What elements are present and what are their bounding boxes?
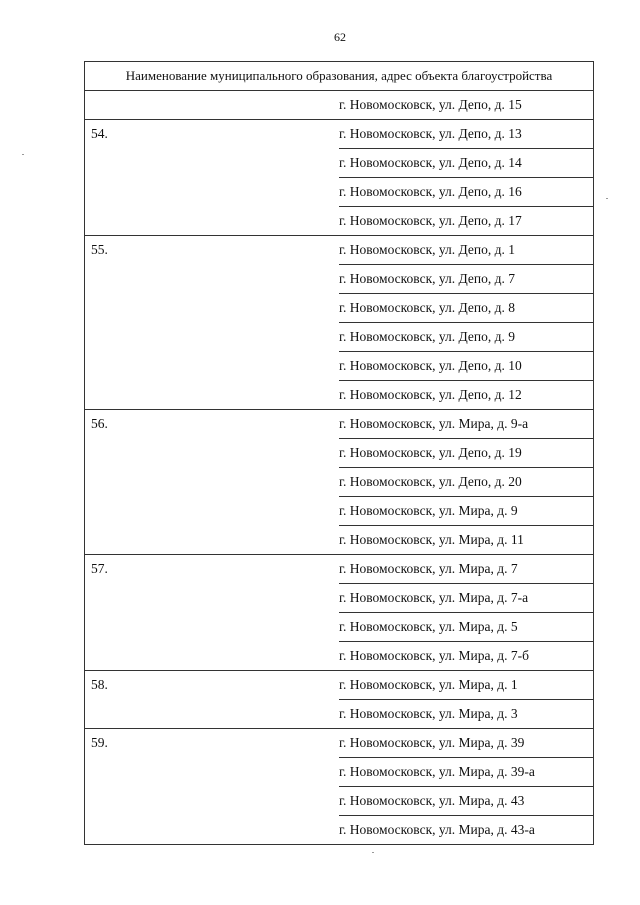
- table-row: [85, 816, 594, 845]
- address-cell: г. Новомосковск, ул. Мира, д. 7: [339, 555, 594, 584]
- table-row: [85, 700, 594, 729]
- address-cell: г. Новомосковск, ул. Депо, д. 19: [339, 439, 594, 468]
- address-cell: г. Новомосковск, ул. Депо, д. 13: [339, 120, 594, 149]
- item-number-cell: [85, 91, 340, 120]
- table-row: [85, 729, 594, 758]
- table-header-row: [85, 62, 594, 91]
- item-number: 59.: [91, 735, 108, 751]
- table-row: [85, 294, 594, 323]
- item-number-cell: [85, 439, 340, 468]
- item-number-cell: [85, 265, 340, 294]
- table-row: [85, 642, 594, 671]
- address-cell: г. Новомосковск, ул. Мира, д. 11: [339, 526, 594, 555]
- page-number: 62: [334, 30, 346, 44]
- item-number-cell: [85, 758, 340, 787]
- address-cell: г. Новомосковск, ул. Депо, д. 15: [339, 91, 594, 120]
- item-number-cell: [85, 526, 340, 555]
- address-cell: г. Новомосковск, ул. Депо, д. 20: [339, 468, 594, 497]
- item-number-cell: [85, 642, 340, 671]
- item-number-cell: [85, 700, 340, 729]
- address-cell: г. Новомосковск, ул. Депо, д. 1: [339, 236, 594, 265]
- address-cell: г. Новомосковск, ул. Депо, д. 17: [339, 207, 594, 236]
- table-row: [85, 381, 594, 410]
- table-row: [85, 584, 594, 613]
- item-number-cell: [85, 584, 340, 613]
- item-number-cell: [85, 787, 340, 816]
- table-row: [85, 468, 594, 497]
- table-row: [85, 91, 594, 120]
- item-number-cell: [85, 352, 340, 381]
- item-number-cell: [85, 294, 340, 323]
- item-number-cell: [85, 236, 340, 265]
- table-row: [85, 410, 594, 439]
- table-row: [85, 671, 594, 700]
- table-row: [85, 323, 594, 352]
- address-cell: г. Новомосковск, ул. Мира, д. 9: [339, 497, 594, 526]
- table-row: [85, 265, 594, 294]
- address-cell: г. Новомосковск, ул. Депо, д. 14: [339, 149, 594, 178]
- table-row: [85, 207, 594, 236]
- address-cell: г. Новомосковск, ул. Депо, д. 16: [339, 178, 594, 207]
- table-row: [85, 555, 594, 584]
- table-row: [85, 236, 594, 265]
- address-cell: г. Новомосковск, ул. Депо, д. 12: [339, 381, 594, 410]
- item-number: 58.: [91, 677, 108, 693]
- scan-speck: [372, 852, 374, 853]
- item-number-cell: [85, 613, 340, 642]
- address-table: [84, 61, 594, 845]
- address-cell: г. Новомосковск, ул. Мира, д. 43-а: [339, 816, 594, 845]
- item-number-cell: [85, 323, 340, 352]
- table-row: [85, 120, 594, 149]
- item-number: 56.: [91, 416, 108, 432]
- address-cell: г. Новомосковск, ул. Мира, д. 43: [339, 787, 594, 816]
- item-number: 55.: [91, 242, 108, 258]
- scan-speck: [606, 198, 608, 199]
- item-number-cell: [85, 497, 340, 526]
- table-header: Наименование муниципального образования, адрес объекта благоустройства: [85, 62, 594, 91]
- address-cell: г. Новомосковск, ул. Мира, д. 3: [339, 700, 594, 729]
- table-row: [85, 178, 594, 207]
- scan-speck: [22, 154, 24, 155]
- item-number-cell: [85, 178, 340, 207]
- item-number-cell: [85, 381, 340, 410]
- table-row: [85, 787, 594, 816]
- address-cell: г. Новомосковск, ул. Мира, д. 9-а: [339, 410, 594, 439]
- address-cell: г. Новомосковск, ул. Мира, д. 39-а: [339, 758, 594, 787]
- item-number-cell: [85, 207, 340, 236]
- item-number-cell: [85, 816, 340, 845]
- table-body: [85, 91, 594, 845]
- item-number: 54.: [91, 126, 108, 142]
- address-cell: г. Новомосковск, ул. Депо, д. 9: [339, 323, 594, 352]
- table-row: [85, 758, 594, 787]
- item-number-cell: [85, 149, 340, 178]
- address-cell: г. Новомосковск, ул. Мира, д. 39: [339, 729, 594, 758]
- item-number-cell: [85, 671, 340, 700]
- item-number-cell: [85, 410, 340, 439]
- address-cell: г. Новомосковск, ул. Мира, д. 7-б: [339, 642, 594, 671]
- address-cell: г. Новомосковск, ул. Мира, д. 1: [339, 671, 594, 700]
- table-row: [85, 352, 594, 381]
- address-cell: г. Новомосковск, ул. Депо, д. 7: [339, 265, 594, 294]
- table-row: [85, 439, 594, 468]
- item-number-cell: [85, 555, 340, 584]
- table-row: [85, 613, 594, 642]
- item-number-cell: [85, 468, 340, 497]
- address-cell: г. Новомосковск, ул. Депо, д. 10: [339, 352, 594, 381]
- table-row: [85, 497, 594, 526]
- address-cell: г. Новомосковск, ул. Мира, д. 7-а: [339, 584, 594, 613]
- item-number-cell: [85, 729, 340, 758]
- table-row: [85, 526, 594, 555]
- table-row: [85, 149, 594, 178]
- address-cell: г. Новомосковск, ул. Мира, д. 5: [339, 613, 594, 642]
- item-number-cell: [85, 120, 340, 149]
- item-number: 57.: [91, 561, 108, 577]
- address-cell: г. Новомосковск, ул. Депо, д. 8: [339, 294, 594, 323]
